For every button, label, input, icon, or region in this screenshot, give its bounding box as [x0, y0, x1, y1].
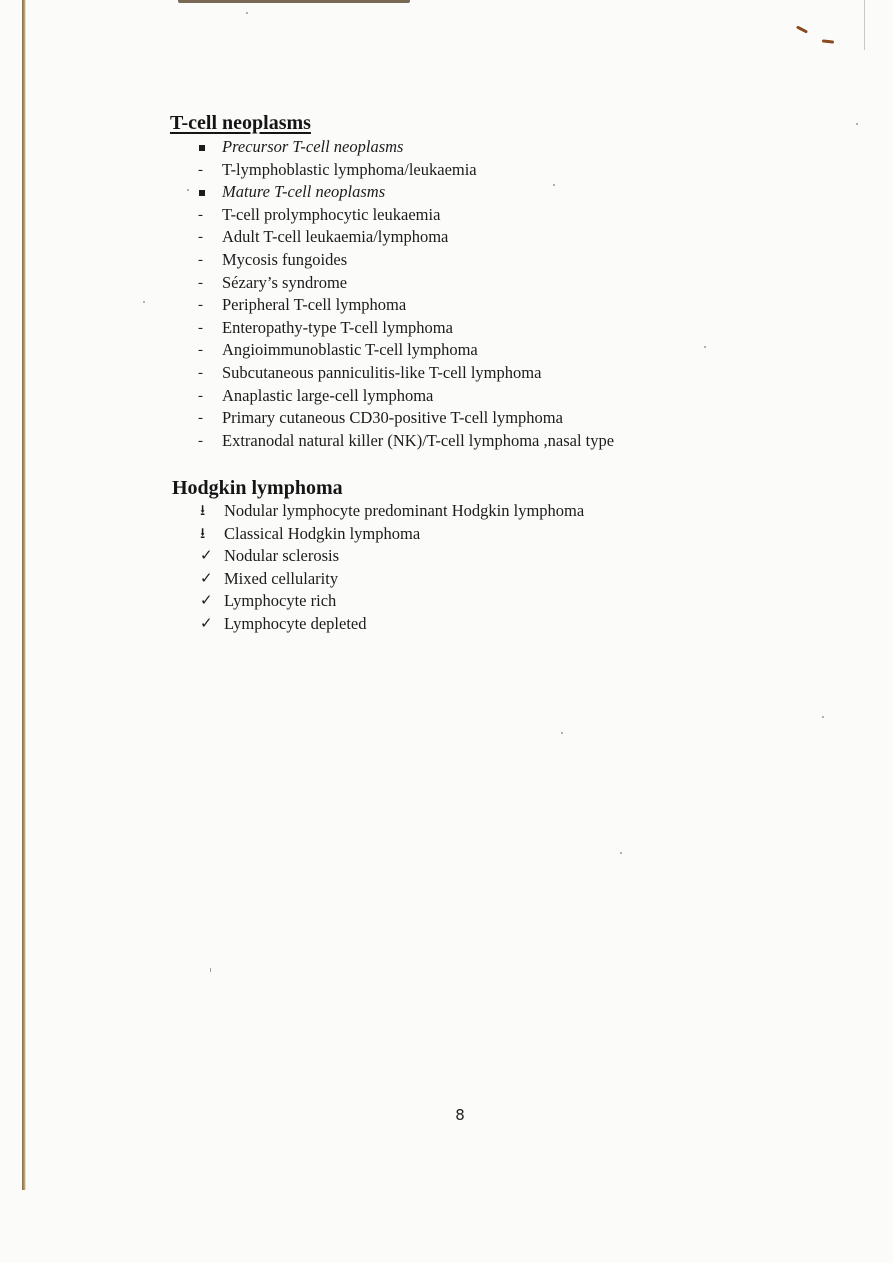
dash-bullet: -	[198, 319, 203, 336]
hodgkin-list	[196, 500, 584, 636]
list-item	[194, 249, 614, 272]
list-item	[194, 317, 614, 340]
scan-speck	[561, 732, 563, 734]
list-item-text: Enteropathy-type T-cell lymphoma	[222, 317, 453, 337]
scan-speck	[704, 346, 706, 348]
scan-speck	[822, 716, 824, 718]
list-item-text: Nodular lymphocyte predominant Hodgkin lymphoma	[224, 501, 585, 520]
list-item-text: Mature T-cell neoplasms	[222, 182, 386, 202]
arrow-down-bullet-icon: ⭳	[200, 503, 206, 519]
scan-edge-left	[22, 0, 26, 1190]
list-item	[196, 568, 584, 591]
list-item-text: Adult T-cell leukaemia/lymphoma	[222, 227, 449, 247]
scan-mark	[796, 25, 808, 33]
scan-speck	[187, 189, 189, 191]
t-cell-list	[194, 136, 614, 452]
dash-bullet: -	[198, 251, 203, 268]
scan-edge-top	[178, 0, 410, 3]
list-item	[196, 613, 584, 636]
list-item	[194, 385, 614, 408]
list-item-text: Anaplastic large-cell lymphoma	[222, 385, 434, 405]
scan-speck	[210, 968, 211, 972]
dash-bullet: -	[198, 432, 203, 449]
list-item-text: T-cell prolymphocytic leukaemia	[222, 204, 441, 224]
scan-speck	[856, 123, 858, 125]
checkmark-icon: ✓	[200, 615, 213, 632]
list-item	[196, 590, 584, 613]
arrow-down-bullet-icon: ⭳	[200, 525, 206, 542]
list-item-text: Angioimmunoblastic T-cell lymphoma	[222, 340, 478, 360]
scan-mark	[822, 39, 834, 43]
list-item	[194, 136, 614, 159]
list-item-text: Precursor T-cell neoplasms	[222, 137, 404, 156]
scan-speck	[246, 12, 248, 14]
checkmark-icon: ✓	[200, 570, 213, 587]
dash-bullet: -	[198, 161, 203, 178]
list-item	[194, 204, 614, 227]
list-item	[194, 181, 614, 204]
dash-bullet: -	[198, 342, 203, 359]
dash-bullet: -	[198, 387, 203, 404]
list-item-text: T-lymphoblastic lymphoma/leukaemia	[222, 159, 477, 179]
list-item-text: Lymphocyte rich	[224, 591, 337, 611]
list-item-text: Subcutaneous panniculitis-like T-cell lymphoma	[222, 362, 542, 382]
list-item	[194, 159, 614, 182]
list-item	[194, 226, 614, 249]
list-item-text: Lymphocyte depleted	[224, 613, 367, 633]
square-bullet-icon	[194, 136, 222, 159]
page-number: 8	[455, 1106, 465, 1124]
list-item	[194, 294, 614, 317]
checkmark-icon: ✓	[200, 593, 213, 610]
dash-bullet: -	[198, 274, 203, 291]
dash-bullet: -	[198, 206, 203, 223]
list-item-text: Extranodal natural killer (NK)/T-cell lymphoma ,nasal type	[222, 430, 615, 450]
hodgkin-heading: Hodgkin lymphoma	[172, 477, 343, 499]
list-item	[194, 430, 614, 453]
list-item	[194, 272, 614, 295]
scan-edge-right	[864, 0, 865, 50]
list-item-text: Primary cutaneous CD30-positive T-cell lymphoma	[222, 408, 563, 428]
list-item-text: Peripheral T-cell lymphoma	[222, 295, 407, 315]
list-item-text: Mycosis fungoides	[222, 249, 348, 269]
scan-speck	[143, 301, 145, 303]
dash-bullet: -	[198, 410, 203, 427]
list-item	[194, 407, 614, 430]
list-item-text: Sézary’s syndrome	[222, 272, 348, 292]
list-item	[196, 523, 584, 546]
square-bullet-icon	[194, 181, 222, 204]
list-item-text: Classical Hodgkin lymphoma	[224, 523, 421, 543]
list-item	[194, 362, 614, 385]
t-cell-heading: T-cell neoplasms	[170, 112, 311, 134]
list-item-text: Mixed cellularity	[224, 568, 339, 588]
dash-bullet: -	[198, 229, 203, 246]
checkmark-icon: ✓	[200, 548, 213, 565]
scan-speck	[620, 852, 622, 854]
list-item	[196, 545, 584, 568]
list-item	[196, 500, 584, 523]
list-item	[194, 339, 614, 362]
dash-bullet: -	[198, 364, 203, 381]
list-item-text: Nodular sclerosis	[224, 546, 340, 566]
dash-bullet: -	[198, 297, 203, 314]
